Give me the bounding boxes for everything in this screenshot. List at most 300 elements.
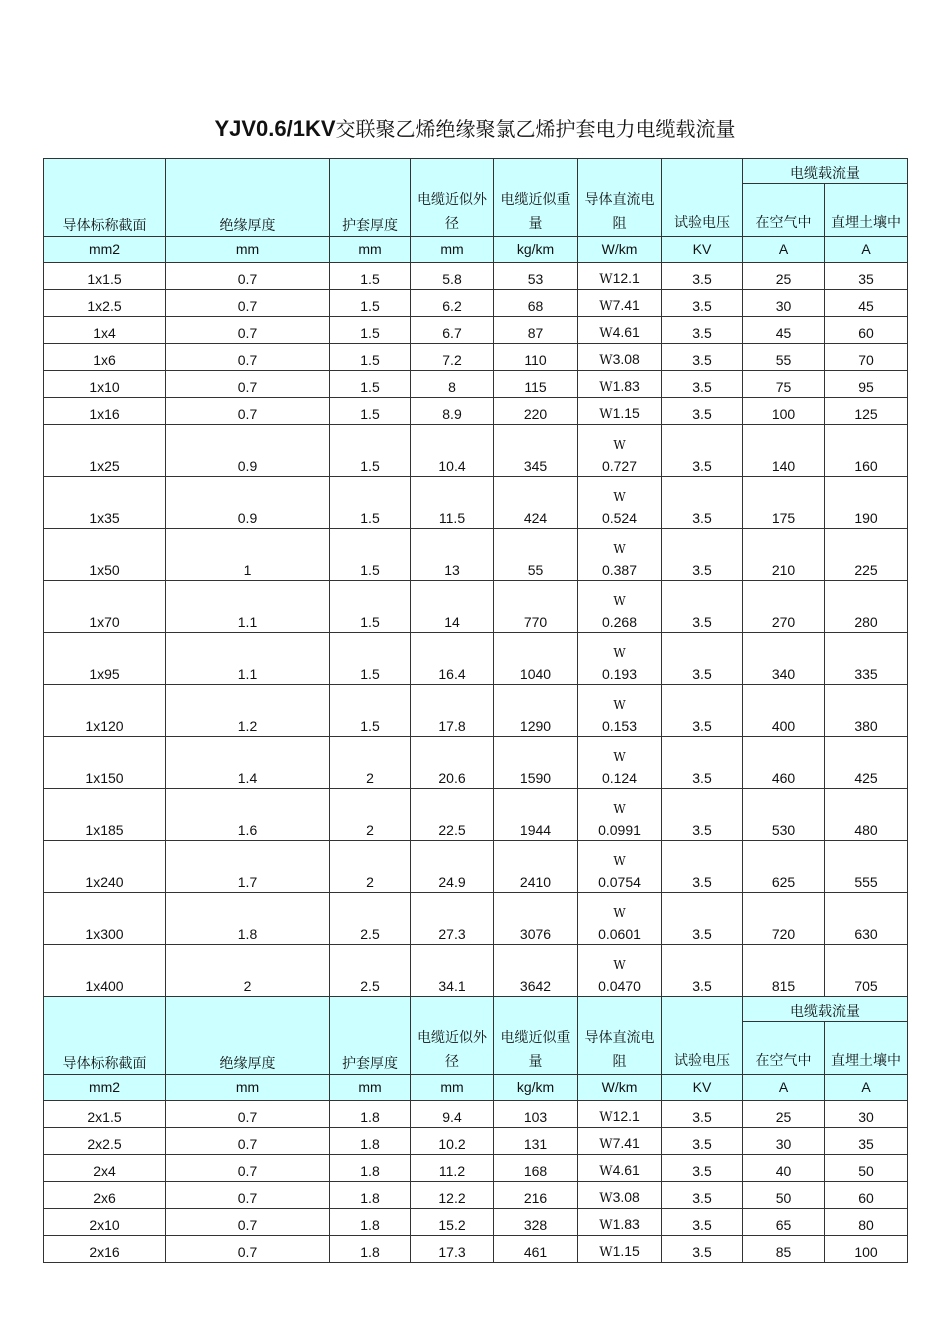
table-cell: 270 (743, 581, 825, 633)
w-mark: W (599, 299, 613, 314)
column-header-col4: 电缆近似外径 (411, 159, 494, 237)
resistance-value: 12.1 (612, 1108, 640, 1124)
column-header-col6: 导体直流电阻 (578, 159, 662, 237)
table-cell: 280 (825, 581, 908, 633)
table-cell: 345 (494, 425, 578, 477)
table-cell: 1.2 (166, 685, 330, 737)
table-cell: 55 (743, 344, 825, 371)
header-row (44, 159, 908, 184)
table-row (44, 1236, 908, 1263)
table-cell: 30 (743, 290, 825, 317)
resistance-cell (578, 1209, 662, 1236)
table-cell: 1.1 (166, 633, 330, 685)
table-cell: 480 (825, 789, 908, 841)
table-cell: 15.2 (411, 1209, 494, 1236)
table-cell: 45 (743, 317, 825, 344)
table-cell: 1.5 (330, 290, 411, 317)
column-header-col9: 直埋土壤中 (825, 1022, 908, 1075)
table-cell: 328 (494, 1209, 578, 1236)
table-cell: 3.5 (662, 1155, 743, 1182)
w-mark: W (599, 407, 613, 422)
table-cell: 1.5 (330, 317, 411, 344)
table-cell: 2x16 (44, 1236, 166, 1263)
table-body (44, 159, 908, 1263)
resistance-cell (578, 1236, 662, 1263)
table-cell: 1.5 (330, 581, 411, 633)
table-row (44, 1182, 908, 1209)
table-cell: 0.7 (166, 317, 330, 344)
units-row (44, 237, 908, 263)
table-cell: 70 (825, 344, 908, 371)
table-cell: 425 (825, 737, 908, 789)
unit-cell: A (743, 1075, 825, 1101)
table-cell: 1.1 (166, 581, 330, 633)
table-cell: 0.7 (166, 1209, 330, 1236)
table-cell: 1.5 (330, 371, 411, 398)
unit-cell: W/km (578, 1075, 662, 1101)
table-cell: 24.9 (411, 841, 494, 893)
table-cell: 3642 (494, 945, 578, 997)
resistance-value: 0.727 (601, 458, 638, 474)
table-cell: 1x50 (44, 529, 166, 581)
resistance-value: 0.0601 (598, 926, 641, 942)
table-row (44, 317, 908, 344)
table-row (44, 737, 908, 789)
column-header-col7: 试验电压 (662, 159, 743, 237)
w-mark: W (599, 1218, 613, 1233)
table-cell: 3.5 (662, 685, 743, 737)
table-cell: 555 (825, 841, 908, 893)
resistance-cell (578, 1101, 662, 1128)
table-cell: 2 (330, 841, 411, 893)
unit-cell: A (743, 237, 825, 263)
table-row (44, 1101, 908, 1128)
table-cell: 8 (411, 371, 494, 398)
column-header-col8: 在空气中 (743, 184, 825, 237)
table-cell: 3.5 (662, 789, 743, 841)
w-mark: W (613, 854, 626, 868)
unit-cell: mm (411, 1075, 494, 1101)
table-cell: 30 (825, 1101, 908, 1128)
table-cell: 625 (743, 841, 825, 893)
title-text: 交联聚乙烯绝缘聚氯乙烯护套电力电缆载流量 (335, 117, 736, 141)
w-mark: W (599, 326, 613, 341)
table-cell: 10.4 (411, 425, 494, 477)
table-cell: 3.5 (662, 633, 743, 685)
table-cell: 1.8 (330, 1101, 411, 1128)
table-cell: 3076 (494, 893, 578, 945)
table-cell: 530 (743, 789, 825, 841)
w-mark: W (599, 353, 613, 368)
resistance-value: 1.83 (612, 378, 640, 394)
table-cell: 175 (743, 477, 825, 529)
resistance-cell (578, 841, 662, 893)
resistance-value: 7.41 (612, 1135, 640, 1151)
table-row (44, 581, 908, 633)
resistance-value: 0.268 (601, 614, 638, 630)
table-cell: 3.5 (662, 1182, 743, 1209)
table-cell: 1.4 (166, 737, 330, 789)
table-cell: 40 (743, 1155, 825, 1182)
table-cell: 95 (825, 371, 908, 398)
w-mark: W (599, 1137, 613, 1152)
table-row (44, 290, 908, 317)
table-cell: 45 (825, 290, 908, 317)
table-cell: 2 (330, 737, 411, 789)
table-cell: 1.5 (330, 344, 411, 371)
column-header-col3: 护套厚度 (330, 997, 411, 1075)
w-mark: W (613, 750, 626, 764)
table-cell: 3.5 (662, 737, 743, 789)
table-cell: 1x70 (44, 581, 166, 633)
table-cell: 225 (825, 529, 908, 581)
table-row (44, 371, 908, 398)
table-cell: 22.5 (411, 789, 494, 841)
table-cell: 17.8 (411, 685, 494, 737)
table-cell: 3.5 (662, 1101, 743, 1128)
table-cell: 75 (743, 371, 825, 398)
table-cell: 50 (743, 1182, 825, 1209)
table-cell: 1.7 (166, 841, 330, 893)
unit-cell: mm (330, 1075, 411, 1101)
resistance-cell (578, 945, 662, 997)
table-cell: 0.9 (166, 477, 330, 529)
unit-cell: mm (166, 237, 330, 263)
table-cell: 1.5 (330, 263, 411, 290)
table-cell: 11.5 (411, 477, 494, 529)
table-cell: 1.5 (330, 398, 411, 425)
w-mark: W (599, 1245, 613, 1260)
unit-cell: mm2 (44, 237, 166, 263)
table-cell: 190 (825, 477, 908, 529)
table-cell: 34.1 (411, 945, 494, 997)
table-cell: 3.5 (662, 425, 743, 477)
table-cell: 0.7 (166, 398, 330, 425)
resistance-cell (578, 893, 662, 945)
table-cell: 460 (743, 737, 825, 789)
unit-cell: mm (330, 237, 411, 263)
table-row (44, 789, 908, 841)
table-row (44, 529, 908, 581)
resistance-value: 0.193 (601, 666, 638, 682)
table-row (44, 344, 908, 371)
w-mark: W (599, 380, 613, 395)
table-row (44, 477, 908, 529)
table-row (44, 263, 908, 290)
table-cell: 20.6 (411, 737, 494, 789)
unit-cell: KV (662, 1075, 743, 1101)
resistance-value: 3.08 (612, 351, 640, 367)
table-cell: 100 (825, 1236, 908, 1263)
table-cell: 1040 (494, 633, 578, 685)
table-row (44, 398, 908, 425)
resistance-cell (578, 1182, 662, 1209)
units-row (44, 1075, 908, 1101)
table-cell: 3.5 (662, 945, 743, 997)
resistance-value: 1.83 (612, 1216, 640, 1232)
table-cell: 1x95 (44, 633, 166, 685)
table-cell: 1x240 (44, 841, 166, 893)
column-header-col1: 导体标称截面 (44, 159, 166, 237)
table-cell: 770 (494, 581, 578, 633)
table-cell: 35 (825, 263, 908, 290)
table-cell: 335 (825, 633, 908, 685)
resistance-value: 4.61 (612, 324, 640, 340)
table-cell: 2x1.5 (44, 1101, 166, 1128)
table-cell: 2x6 (44, 1182, 166, 1209)
table-cell: 6.7 (411, 317, 494, 344)
table-cell: 720 (743, 893, 825, 945)
table-row (44, 425, 908, 477)
unit-cell: kg/km (494, 237, 578, 263)
w-mark: W (599, 272, 613, 287)
table-cell: 60 (825, 317, 908, 344)
w-mark: W (613, 958, 626, 972)
table-cell: 424 (494, 477, 578, 529)
table-cell: 1.5 (330, 633, 411, 685)
table-cell: 14 (411, 581, 494, 633)
table-cell: 1x4 (44, 317, 166, 344)
table-cell: 380 (825, 685, 908, 737)
table-cell: 220 (494, 398, 578, 425)
resistance-cell (578, 477, 662, 529)
table-cell: 1.8 (330, 1182, 411, 1209)
resistance-cell (578, 1155, 662, 1182)
table-cell: 3.5 (662, 290, 743, 317)
table-cell: 1.8 (330, 1209, 411, 1236)
resistance-value: 0.524 (601, 510, 638, 526)
resistance-value: 12.1 (612, 270, 640, 286)
table-cell: 12.2 (411, 1182, 494, 1209)
table-cell: 0.7 (166, 371, 330, 398)
w-mark: W (599, 1191, 613, 1206)
w-mark: W (613, 698, 626, 712)
header-row (44, 997, 908, 1022)
column-header-col2: 绝缘厚度 (166, 997, 330, 1075)
table-cell: 60 (825, 1182, 908, 1209)
resistance-cell (578, 317, 662, 344)
unit-cell: A (825, 237, 908, 263)
table-cell: 55 (494, 529, 578, 581)
table-cell: 3.5 (662, 344, 743, 371)
table-cell: 0.7 (166, 290, 330, 317)
resistance-cell (578, 398, 662, 425)
w-mark: W (613, 594, 626, 608)
unit-cell: W/km (578, 237, 662, 263)
resistance-value: 0.0754 (598, 874, 641, 890)
table-cell: 0.7 (166, 1236, 330, 1263)
unit-cell: A (825, 1075, 908, 1101)
table-cell: 3.5 (662, 317, 743, 344)
resistance-cell (578, 581, 662, 633)
resistance-value: 0.0470 (598, 978, 641, 994)
resistance-value: 7.41 (612, 297, 640, 313)
table-row (44, 1128, 908, 1155)
column-header-col5: 电缆近似重量 (494, 997, 578, 1075)
resistance-value: 1.15 (612, 405, 640, 421)
table-cell: 1x300 (44, 893, 166, 945)
table-cell: 85 (743, 1236, 825, 1263)
table-cell: 1.5 (330, 425, 411, 477)
table-cell: 210 (743, 529, 825, 581)
cable-spec-table (43, 158, 908, 1263)
table-cell: 16.4 (411, 633, 494, 685)
unit-cell: KV (662, 237, 743, 263)
table-cell: 1.6 (166, 789, 330, 841)
table-cell: 10.2 (411, 1128, 494, 1155)
table-cell: 100 (743, 398, 825, 425)
column-header-col9: 直埋土壤中 (825, 184, 908, 237)
table-cell: 1.5 (330, 477, 411, 529)
table-cell: 65 (743, 1209, 825, 1236)
table-cell: 3.5 (662, 398, 743, 425)
table-cell: 2 (330, 789, 411, 841)
table-cell: 1290 (494, 685, 578, 737)
table-row (44, 685, 908, 737)
table-cell: 2x10 (44, 1209, 166, 1236)
table-row (44, 945, 908, 997)
unit-cell: mm2 (44, 1075, 166, 1101)
table-cell: 0.7 (166, 1182, 330, 1209)
table-cell: 1.5 (330, 685, 411, 737)
table-cell: 3.5 (662, 529, 743, 581)
table-cell: 53 (494, 263, 578, 290)
table-cell: 3.5 (662, 581, 743, 633)
resistance-value: 0.0991 (598, 822, 641, 838)
column-header-col8: 在空气中 (743, 1022, 825, 1075)
table-cell: 25 (743, 263, 825, 290)
table-cell: 340 (743, 633, 825, 685)
resistance-cell (578, 789, 662, 841)
table-cell: 815 (743, 945, 825, 997)
resistance-value: 0.124 (601, 770, 638, 786)
table-cell: 3.5 (662, 263, 743, 290)
table-cell: 25 (743, 1101, 825, 1128)
table-cell: 3.5 (662, 893, 743, 945)
table-cell: 0.7 (166, 344, 330, 371)
table-cell: 30 (743, 1128, 825, 1155)
resistance-value: 0.153 (601, 718, 638, 734)
resistance-cell (578, 737, 662, 789)
table-cell: 140 (743, 425, 825, 477)
w-mark: W (613, 542, 626, 556)
table-cell: 705 (825, 945, 908, 997)
column-header-col5: 电缆近似重量 (494, 159, 578, 237)
table-cell: 3.5 (662, 477, 743, 529)
table-cell: 6.2 (411, 290, 494, 317)
table-cell: 35 (825, 1128, 908, 1155)
table-cell: 1x10 (44, 371, 166, 398)
resistance-cell (578, 371, 662, 398)
table-cell: 216 (494, 1182, 578, 1209)
table-cell: 2.5 (330, 893, 411, 945)
resistance-cell (578, 425, 662, 477)
page-title (0, 114, 950, 144)
table-cell: 1x150 (44, 737, 166, 789)
resistance-cell (578, 529, 662, 581)
table-row (44, 841, 908, 893)
title-code: YJV0.6/1KV (214, 116, 336, 141)
resistance-value: 0.387 (601, 562, 638, 578)
table-cell: 1.8 (330, 1155, 411, 1182)
unit-cell: mm (166, 1075, 330, 1101)
table-cell: 80 (825, 1209, 908, 1236)
table-cell: 1x185 (44, 789, 166, 841)
column-header-col6: 导体直流电阻 (578, 997, 662, 1075)
unit-cell: kg/km (494, 1075, 578, 1101)
table-row (44, 633, 908, 685)
resistance-cell (578, 290, 662, 317)
table-cell: 115 (494, 371, 578, 398)
column-header-col3: 护套厚度 (330, 159, 411, 237)
table-cell: 400 (743, 685, 825, 737)
table-cell: 0.7 (166, 1101, 330, 1128)
table-cell: 5.8 (411, 263, 494, 290)
table-cell: 0.7 (166, 1155, 330, 1182)
table-row (44, 893, 908, 945)
table-cell: 160 (825, 425, 908, 477)
w-mark: W (613, 438, 626, 452)
table-cell: 27.3 (411, 893, 494, 945)
table-cell: 50 (825, 1155, 908, 1182)
w-mark: W (613, 646, 626, 660)
column-header-group: 电缆载流量 (743, 159, 908, 184)
table-row (44, 1155, 908, 1182)
table-cell: 1.8 (330, 1128, 411, 1155)
table-cell: 1.8 (166, 893, 330, 945)
table-cell: 0.7 (166, 1128, 330, 1155)
table-cell: 3.5 (662, 1209, 743, 1236)
table-cell: 9.4 (411, 1101, 494, 1128)
table-cell: 3.5 (662, 1128, 743, 1155)
table-cell: 1x2.5 (44, 290, 166, 317)
resistance-cell (578, 263, 662, 290)
column-header-col1: 导体标称截面 (44, 997, 166, 1075)
table-cell: 168 (494, 1155, 578, 1182)
table-cell: 87 (494, 317, 578, 344)
table-cell: 13 (411, 529, 494, 581)
table-cell: 7.2 (411, 344, 494, 371)
table-cell: 0.7 (166, 263, 330, 290)
table-cell: 0.9 (166, 425, 330, 477)
table-cell: 1x6 (44, 344, 166, 371)
table-cell: 2.5 (330, 945, 411, 997)
table-cell: 3.5 (662, 841, 743, 893)
table-cell: 68 (494, 290, 578, 317)
resistance-value: 3.08 (612, 1189, 640, 1205)
w-mark: W (613, 490, 626, 504)
table-cell: 461 (494, 1236, 578, 1263)
table-cell: 103 (494, 1101, 578, 1128)
table-cell: 2x4 (44, 1155, 166, 1182)
table-cell: 3.5 (662, 1236, 743, 1263)
column-header-col4: 电缆近似外径 (411, 997, 494, 1075)
table-cell: 11.2 (411, 1155, 494, 1182)
column-header-group: 电缆载流量 (743, 997, 908, 1022)
table-cell: 630 (825, 893, 908, 945)
table-cell: 1x35 (44, 477, 166, 529)
table-cell: 2410 (494, 841, 578, 893)
table-cell: 1944 (494, 789, 578, 841)
unit-cell: mm (411, 237, 494, 263)
table-cell: 1x16 (44, 398, 166, 425)
table-cell: 3.5 (662, 371, 743, 398)
table-row (44, 1209, 908, 1236)
table-cell: 1x120 (44, 685, 166, 737)
table-cell: 1x400 (44, 945, 166, 997)
resistance-value: 4.61 (612, 1162, 640, 1178)
table-cell: 110 (494, 344, 578, 371)
